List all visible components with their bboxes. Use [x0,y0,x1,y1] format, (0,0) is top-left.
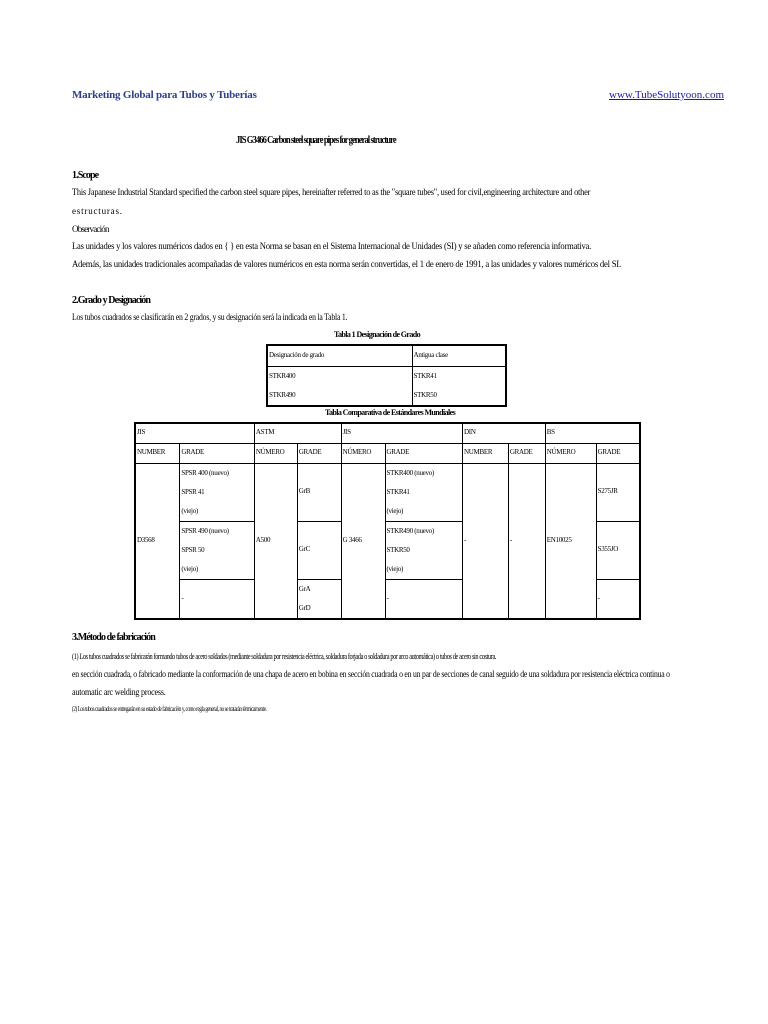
jis2-grade-line: STKR490 (nuevo) [386,526,434,535]
standard-astm: ASTM [254,423,341,443]
document-title: JIS G3466 Carbon steel square pipes for general structure [236,134,396,146]
observation-line-2: Además, las unidades tradicionales acompañadas de valores numéricos en esta norma serán convertidas, el 1 de enero de 1991, a las unidades y valores numéricos del SI. [72,259,621,269]
jis2-grade-cell [385,521,463,579]
jis-grade-line: SPSR 400 (nuevo) [181,468,229,477]
jis-grade-cell: - [180,579,255,619]
astm-grade-line: GrA [298,584,311,593]
manufacturing-paragraph-4: (2) Los tubos cuadrados se entregarán en su estado de fabricación y, como regla general, no se tratarán térmicamente. [72,705,267,713]
grade-designation-table [266,344,507,407]
standard-bs: BS [545,423,640,443]
subheader: NÚMERO [341,443,385,463]
astm-grade-cell: GrC [297,521,341,579]
table1-header-old-class: Antigua clase [412,345,506,366]
jis2-grade-cell: - [385,579,463,619]
jis2-grade-line: (viejo) [386,506,404,515]
world-standards-table [134,422,641,620]
jis-grade-cell [180,463,255,521]
jis-grade-line: (viejo) [181,564,198,573]
astm-grade-line: GrD [298,603,311,612]
standard-jis-2: JIS [341,423,462,443]
bs-grade-cell: S275JR [596,463,640,521]
table1-designation-cell [267,366,412,406]
subheader: GRADE [508,443,545,463]
scope-line-1: This Japanese Industrial Standard specified the carbon steel square pipes, hereinafter referred to as the "square tubes", used for civil,engineering architecture and other [72,187,591,197]
scope-line-2: estructuras. [72,206,123,216]
subheader: NUMBER [463,443,509,463]
table1-old-class: STKR41 [413,371,437,380]
manufacturing-heading: 3.Método de fabricación [72,632,155,643]
manufacturing-paragraph-2: en sección cuadrada, o fabricado mediante la conformación de una chapa de acero en bobina en sección cuadrada o en un par de secciones de canal seguido de una soldadura por resistencia eléctrica continua o [72,669,670,679]
observation-heading: Observación [72,224,109,234]
jis-grade-line: SPSR 490 (nuevo) [181,526,229,535]
header-title: Marketing Global para Tubos y Tuberías [72,89,257,101]
din-grade-cell: - [508,463,545,619]
jis2-grade-cell [385,463,463,521]
standard-din: DIN [463,423,546,443]
manufacturing-paragraph-3: automatic arc welding process. [72,687,166,697]
table1-old-class-cell [412,366,506,406]
astm-number-cell: A500 [254,463,297,619]
table2-caption: Tabla Comparativa de Estándares Mundiales [325,408,456,417]
jis2-grade-line: STKR41 [386,487,410,496]
jis2-grade-line: (viejo) [386,564,404,573]
table1-designation: STKR490 [269,390,296,399]
jis-grade-line: SPSR 50 [181,545,205,554]
subheader: NUMBER [135,443,180,463]
observation-line-1: Las unidades y los valores numéricos dados en { } en esta Norma se basan en el Sistema Internacional de Unidades (SI) y se añaden como referencia informativa. [72,241,591,251]
table1-header-designation: Designación de grado [267,345,412,366]
bs-grade-cell: S355JO [596,521,640,579]
din-number-cell: - [463,463,509,619]
table1-caption: Tabla 1 Designación de Grado [334,330,421,339]
header-website-link[interactable]: www.TubeSolutyoon.com [609,89,725,101]
table1-designation: STKR400 [269,371,296,380]
standard-jis: JIS [135,423,254,443]
subheader: NÚMERO [254,443,297,463]
jis-number-cell: D3568 [135,463,180,619]
jis-grade-line: SPSR 41 [181,487,205,496]
astm-grade-cell [297,579,341,619]
jis2-grade-line: STKR50 [386,545,410,554]
subheader: GRADE [596,443,640,463]
subheader: NÚMERO [545,443,596,463]
grade-heading: 2.Grado y Designación [72,295,151,306]
subheader: GRADE [180,443,255,463]
jis-grade-cell [180,521,255,579]
subheader: GRADE [385,443,463,463]
table1-old-class: STKR50 [413,390,437,399]
astm-grade-cell: GrB [297,463,341,521]
jis2-grade-line: STKR400 (nuevo) [386,468,434,477]
bs-grade-cell: - [596,579,640,619]
manufacturing-paragraph-1: (1) Los tubos cuadrados se fabricarán formando tubos de acero soldados (mediante soldadura por resistencia eléctrica, soldadura forjada o soldadura por arco automática) o tubos de acero sin costura. [72,652,497,661]
grade-text: Los tubos cuadrados se clasificarán en 2 grados, y su designación será la indicada en la Tabla 1. [72,312,348,322]
jis-grade-line: (viejo) [181,506,198,515]
bs-number-cell: EN10025 [545,463,596,619]
subheader: GRADE [297,443,341,463]
jis2-number-cell: G 3466 [341,463,385,619]
scope-heading: 1.Scope [72,170,99,181]
